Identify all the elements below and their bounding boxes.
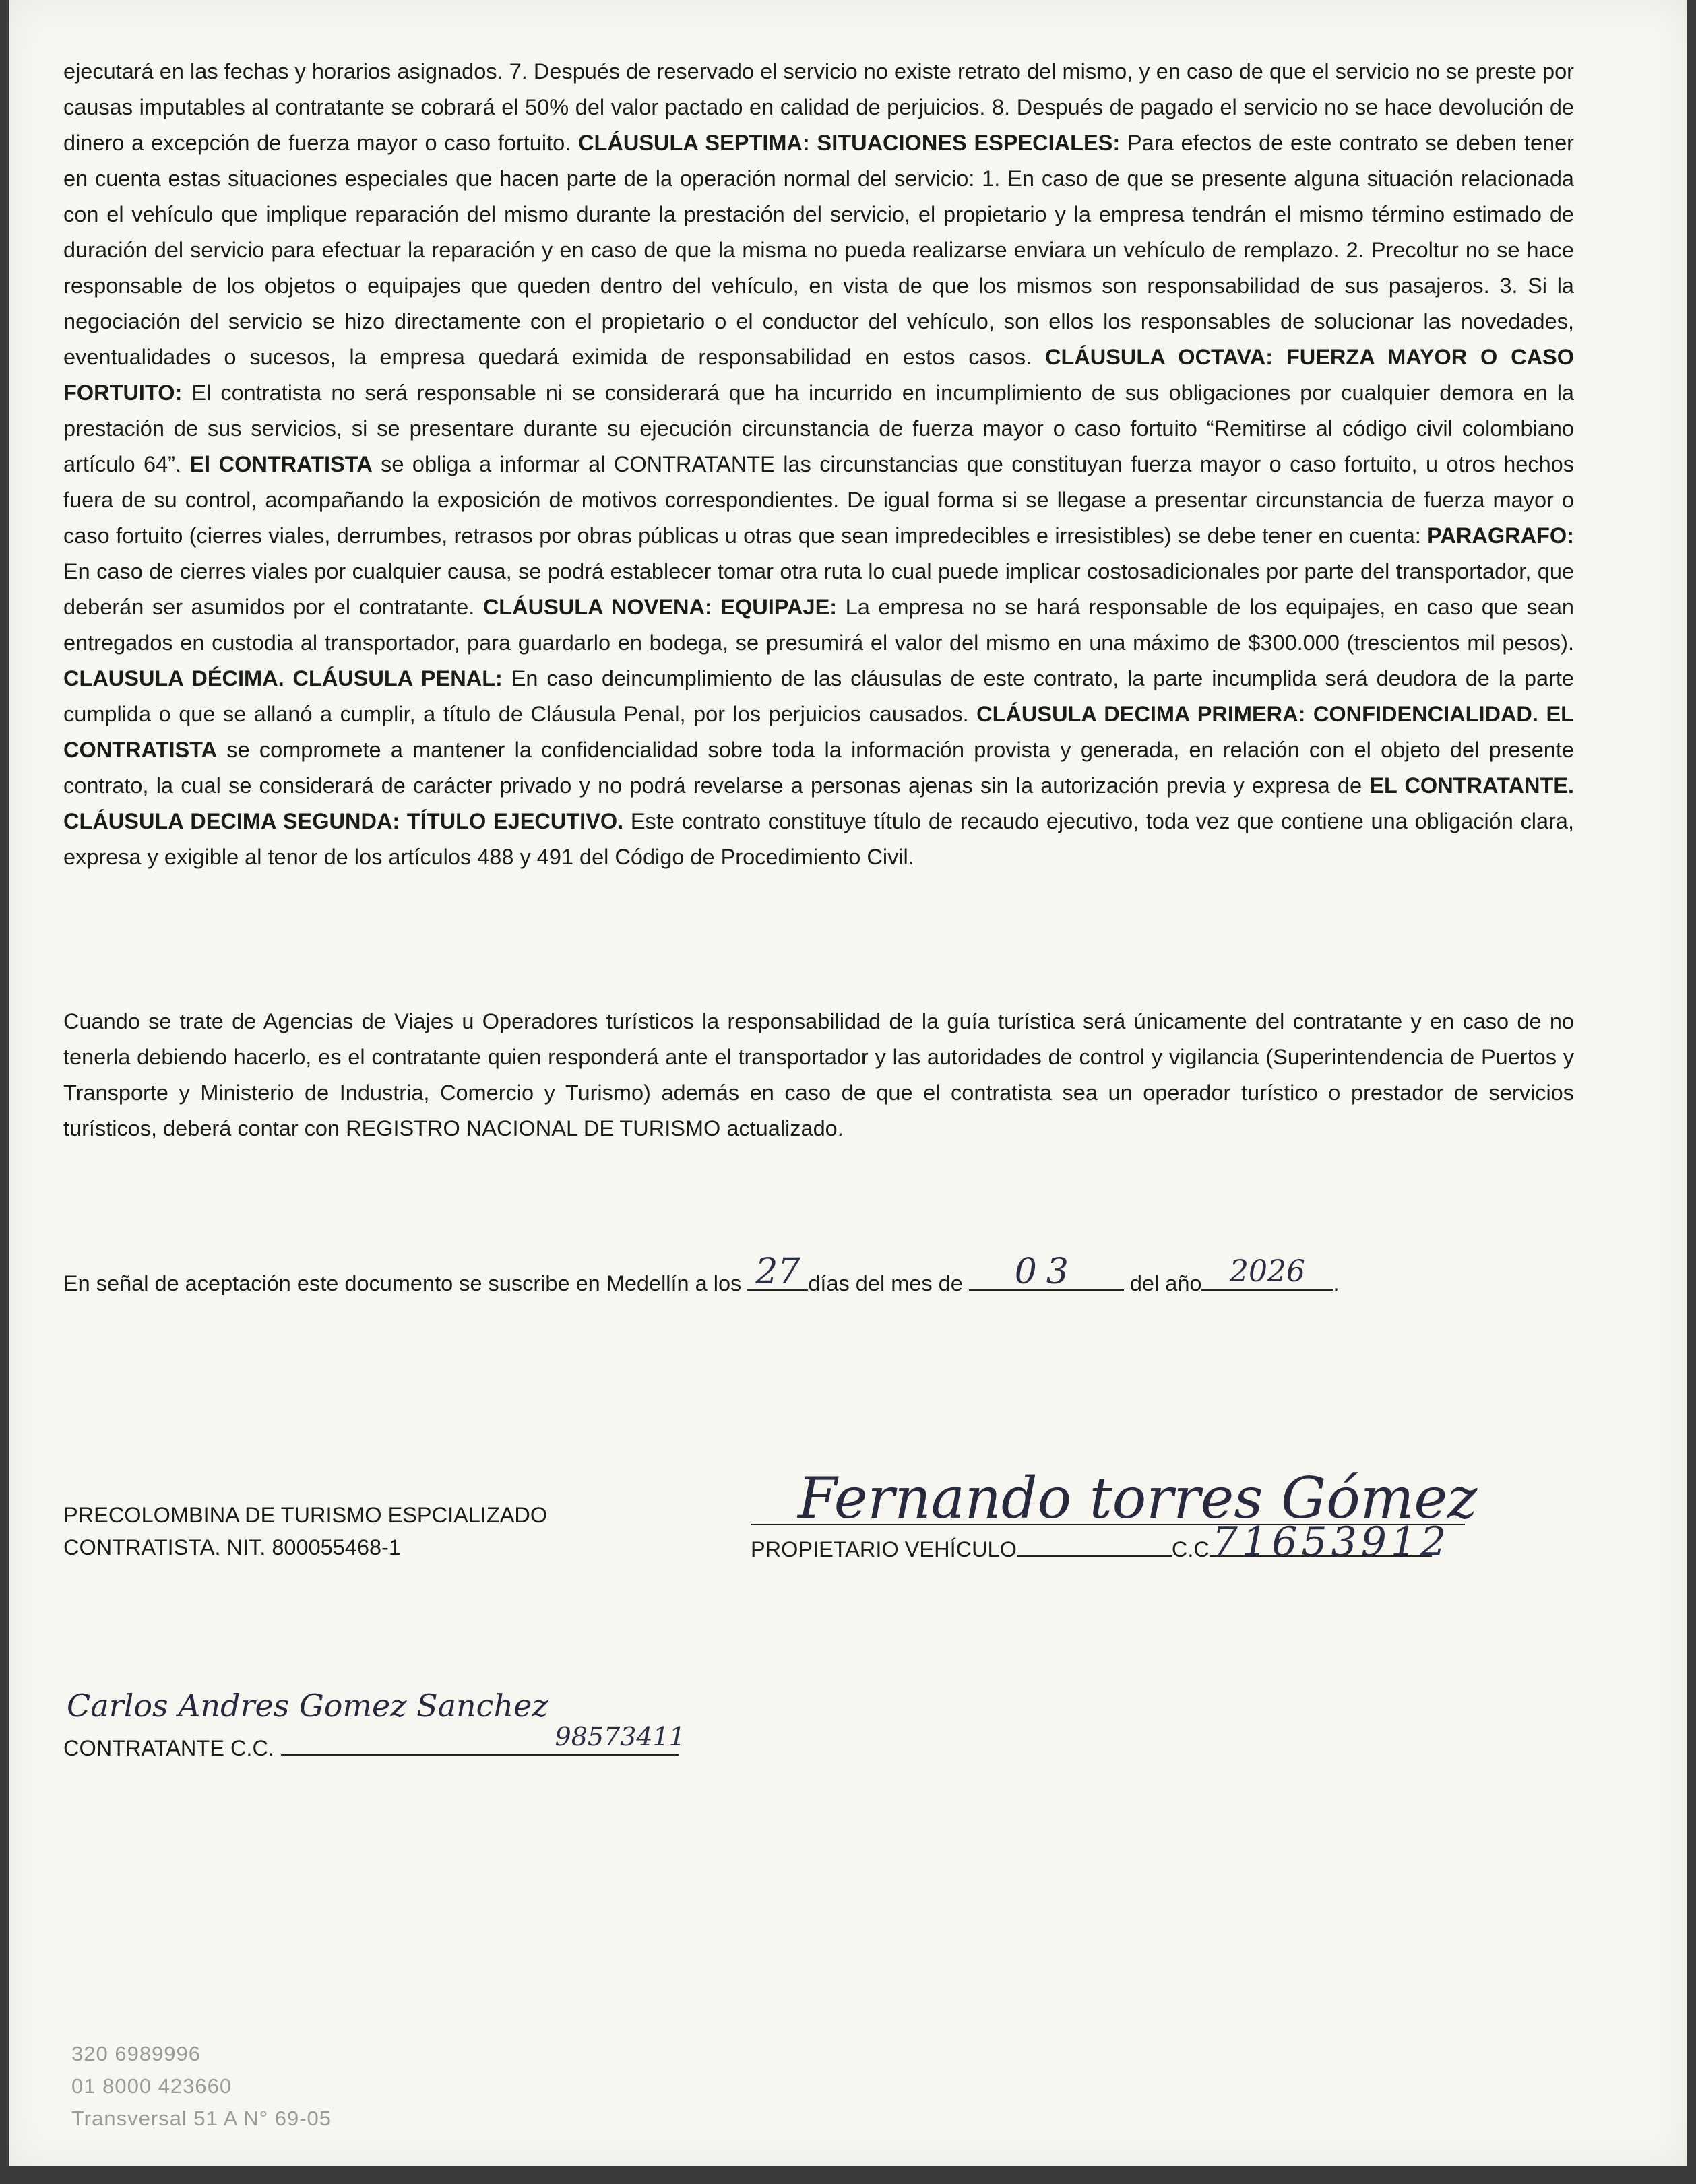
owner-cc-handwritten: 71653912 — [1212, 1518, 1451, 1566]
owner-label: PROPIETARIO VEHÍCULO — [751, 1537, 1017, 1562]
month-field — [969, 1252, 1124, 1292]
clause-text: se obliga a informar al CONTRATANTE las circunstancias que constituyan fuerza mayor o caso fortuito, u otros hechos fuera de su control, acompañando la exposición de motivos correspondientes. De igual forma si se llegase a presentar circunstancia de fuerza mayor o caso fortuito (cierres viales, derrumbes, retrasos por obras públicas u otras que sean impredecibles e irresistibles) se debe tener en cuenta: — [63, 452, 1574, 548]
year-field — [1201, 1254, 1333, 1291]
clause-heading: CLÁUSULA SEPTIMA: SITUACIONES ESPECIALES: — [578, 131, 1121, 155]
year-handwritten: 2026 — [1229, 1254, 1305, 1289]
clause-text: Para efectos de este contrato se deben tener en cuenta estas situaciones especiales que hacen parte de la operación normal del servicio: 1. En caso de que se presente alguna situación relacionada con el vehículo que implique reparación del mismo durante la prestación del servicio, el propietario y la empresa tendrán el mismo término estimado de duración del servicio para efectuar la reparación y en caso de que la misma no pueda realizarse enviara un vehículo de remplazo. 2. Precoltur no se hace responsable de los objetos o equipajes que queden dentro del vehículo, en vista de que los mismos son responsabilidad de sus pasajeros. 3. Si la negociación del servicio se hizo directamente con el propietario o el conductor del vehículo, son ellos los responsables de solucionar las novedades, eventualidades o sucesos, la empresa quedará eximida de responsabilidad en estos casos. — [63, 131, 1574, 369]
client-label: CONTRATANTE C.C. — [63, 1736, 274, 1760]
acceptance-end: . — [1333, 1271, 1340, 1295]
clause-text: El contratista no será responsable ni se considerará que ha incurrido en incumplimiento de sus obligaciones por cualquier demora en la prestación de sus servicios, si se presentare durante su ejecución circunstancia de fuerza mayor o caso fortuito “Remitirse al código civil colombiano artículo 64”. — [63, 381, 1574, 476]
client-signature: Carlos Andres Gomez Sanchez — [67, 1688, 548, 1724]
contractor-nit: CONTRATISTA. NIT. 800055468-1 — [63, 1535, 401, 1560]
client-cc-field — [281, 1722, 685, 1756]
contractor-block — [63, 1499, 547, 1564]
owner-cc-field — [1210, 1518, 1451, 1566]
year-label: del año — [1129, 1271, 1202, 1295]
footer-toll-free: 01 8000 423660 — [71, 2074, 232, 2098]
clause-heading: CLÁUSULA OCTAVA: FUERZA MAYOR O CASO FORTUITO: — [63, 345, 1575, 405]
agencies-paragraph: Cuando se trate de Agencias de Viajes u Operadores turísticos la responsabilidad de la guía turística será únicamente del contratante y en caso de no tenerla debiendo hacerlo, es el contratante quien responderá ante el transportador y las autoridades de control y vigilancia (Superintendencia de Puertos y Transporte y Ministerio de Industria, Comercio y Turismo) además en caso de que el contratista sea un operador turístico o prestador de servicios turísticos, deberá contar con REGISTRO NACIONAL DE TURISMO actualizado. — [63, 1009, 1574, 1141]
clause-heading: CLAUSULA DÉCIMA. CLÁUSULA PENAL: — [63, 666, 503, 690]
client-cc-handwritten: 98573411 — [555, 1722, 685, 1752]
document-page — [9, 0, 1687, 2166]
footer-address: Transversal 51 A N° 69-05 — [71, 2107, 332, 2130]
clause-text: se compromete a mantener la confidencialidad sobre toda la información provista y generada, en relación con el objeto del presente contrato, la cual se considerará de carácter privado y no podrá revelarse a personas ajenas sin la autorización previa y expresa de — [63, 738, 1574, 798]
month-handwritten: 03 — [1014, 1252, 1078, 1292]
owner-signature: Fernando torres Gómez — [798, 1465, 1478, 1531]
contract-clauses — [63, 54, 1574, 875]
clause-text: La empresa no se hará responsable de los equipajes, en caso que sean entregados en custodia al transportador, para guardarlo en bodega, se presumirá el valor del mismo en una máximo de $300.000 (trescientos mil pesos). — [63, 595, 1574, 655]
footer-contact — [71, 2038, 332, 2135]
clause-heading: El CONTRATISTA — [189, 452, 373, 476]
clause-text: ejecutará en las fechas y horarios asignados. 7. Después de reservado el servicio no existe retrato del mismo, y en caso de que el servicio no se preste por causas imputables al contratante se cobrará el 50% del valor pactado en calidad de perjuicios. 8. Después de pagado el servicio no se hace devolución de dinero a excepción de fuerza mayor o caso fortuito. — [63, 59, 1574, 155]
client-block — [63, 1722, 685, 1764]
clause-heading: PARAGRAFO: — [1427, 523, 1574, 548]
clause-heading: CLÁUSULA DECIMA PRIMERA: CONFIDENCIALIDAD. EL CONTRATISTA — [63, 702, 1574, 762]
clause-text: Este contrato constituye título de recaudo ejecutivo, toda vez que contiene una obligación clara, expresa y exigible al tenor de los artículos 488 y 491 del Código de Procedimiento Civil. — [63, 809, 1574, 869]
clause-text: En caso deincumplimiento de las cláusulas de este contrato, la parte incumplida será deudora de la parte cumplida o que se allanó a cumplir, a título de Cláusula Penal, por los perjuicios causados. — [63, 666, 1574, 726]
acceptance-line — [63, 1252, 1340, 1297]
owner-block — [751, 1518, 1451, 1566]
acceptance-prefix: En señal de aceptación este documento se suscribe en Medellín a los — [63, 1271, 742, 1295]
days-label: días del mes de — [808, 1271, 963, 1295]
clause-heading: CLÁUSULA NOVENA: EQUIPAJE: — [482, 595, 838, 619]
owner-blank — [1017, 1533, 1172, 1557]
day-handwritten: 27 — [755, 1252, 800, 1292]
clause-text: En caso de cierres viales por cualquier causa, se podrá establecer tomar otra ruta lo cual puede implicar costosadicionales por parte del transportador, que deberán ser asumidos por el contratante. — [63, 559, 1574, 619]
contractor-company: PRECOLOMBINA DE TURISMO ESPCIALIZADO — [63, 1503, 548, 1527]
day-field — [747, 1252, 808, 1292]
footer-phone: 320 6989996 — [71, 2042, 201, 2065]
owner-cc-label: C.C — [1171, 1537, 1210, 1562]
clause-heading: EL CONTRATANTE. CLÁUSULA DECIMA SEGUNDA: TÍTULO EJECUTIVO. — [63, 773, 1575, 833]
